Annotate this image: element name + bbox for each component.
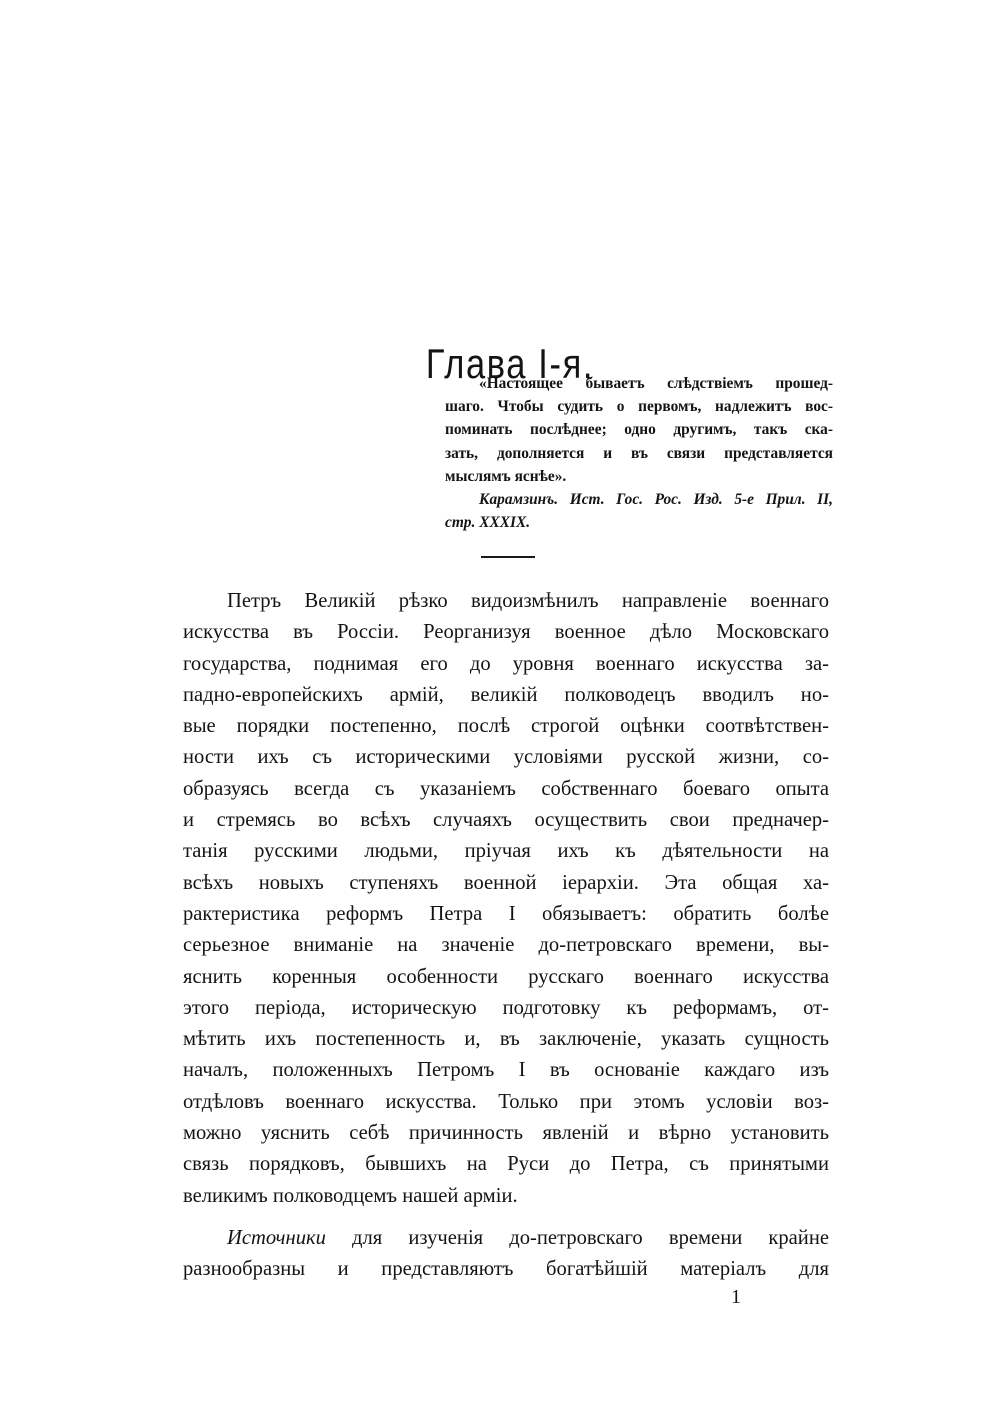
sources-term: Источники <box>227 1226 326 1249</box>
body-line: можно уяснить себѣ причинность явленій и вѣрно установить <box>183 1122 829 1145</box>
body-line: началъ, положенныхъ Петромъ I въ основаніе каждаго изъ <box>183 1059 829 1082</box>
body-line: и стремясь во всѣхъ случаяхъ осуществить свои предначер- <box>183 809 829 832</box>
body-line: яснить коренныя особенности русскаго военнаго искусства <box>183 965 829 988</box>
body-line: Петръ Великій рѣзко видоизмѣнилъ направленіе военнаго <box>227 590 829 612</box>
epigraph-line: зать, дополняется и въ связи представляется <box>445 444 833 462</box>
chapter-title: Глава I-я. <box>425 340 595 388</box>
body-line: всѣхъ новыхъ ступеняхъ военной іерархіи. Эта общая ха- <box>183 871 829 894</box>
body-line: отдѣловъ военнаго искусства. Только при этомъ условіи воз- <box>183 1090 829 1113</box>
body-line: ности ихъ съ историческими условіями русской жизни, со- <box>183 746 829 769</box>
body-line: образуясь всегда съ указаніемъ собственнаго боеваго опыта <box>183 777 829 800</box>
body-line: связь порядковъ, бывшихъ на Руси до Петра, съ принятыми <box>183 1153 829 1176</box>
body-line: искусства въ Россіи. Реорганизуя военное дѣло Московскаго <box>183 621 829 644</box>
body-line-rest: для изученія до-петровскаго времени крайне <box>325 1226 829 1249</box>
body-line: вые порядки постепенно, послѣ строгой оцѣнки соотвѣтствен- <box>183 715 829 738</box>
body-text <box>183 586 829 1286</box>
body-line: падно-европейскихъ армій, великій полководецъ вводилъ но- <box>183 683 829 706</box>
body-line: танія русскими людьми, пріучая ихъ къ дѣятельности на <box>183 840 829 863</box>
body-line: государства, поднимая его до уровня военнаго искусства за- <box>183 652 829 675</box>
body-line: серьезное вниманіе на значеніе до-петровскаго времени, вы- <box>183 934 829 957</box>
epigraph <box>445 372 833 534</box>
epigraph-line: «Настоящее бываетъ слѣдствіемъ прошед- <box>479 375 833 392</box>
page-number: 1 <box>731 1286 741 1308</box>
epigraph-attribution: стр. XXXIX. <box>445 514 531 532</box>
body-line: этого періода, историческую подготовку къ реформамъ, от- <box>183 996 829 1019</box>
section-divider <box>481 556 535 558</box>
epigraph-line: мыслямъ яснѣе». <box>445 467 567 485</box>
body-line: мѣтить ихъ постепенность и, въ заключеніе, указать сущность <box>183 1028 829 1051</box>
paragraph-gap <box>183 1212 829 1223</box>
body-line <box>183 1223 829 1254</box>
body-line: рактеристика реформъ Петра I обязываетъ: обратить болѣе <box>183 902 829 925</box>
epigraph-attribution: Карамзинъ. Ист. Гос. Рос. Изд. 5-е Прил. II, <box>479 491 833 509</box>
epigraph-line: поминать послѣднее; одно другимъ, такъ ска- <box>445 421 833 439</box>
epigraph-line: шаго. Чтобы судить о первомъ, надлежитъ вос- <box>445 398 833 416</box>
body-line: великимъ полководцемъ нашей арміи. <box>183 1184 518 1207</box>
body-line: разнообразны и представляютъ богатѣйшій матеріалъ для <box>183 1258 829 1281</box>
